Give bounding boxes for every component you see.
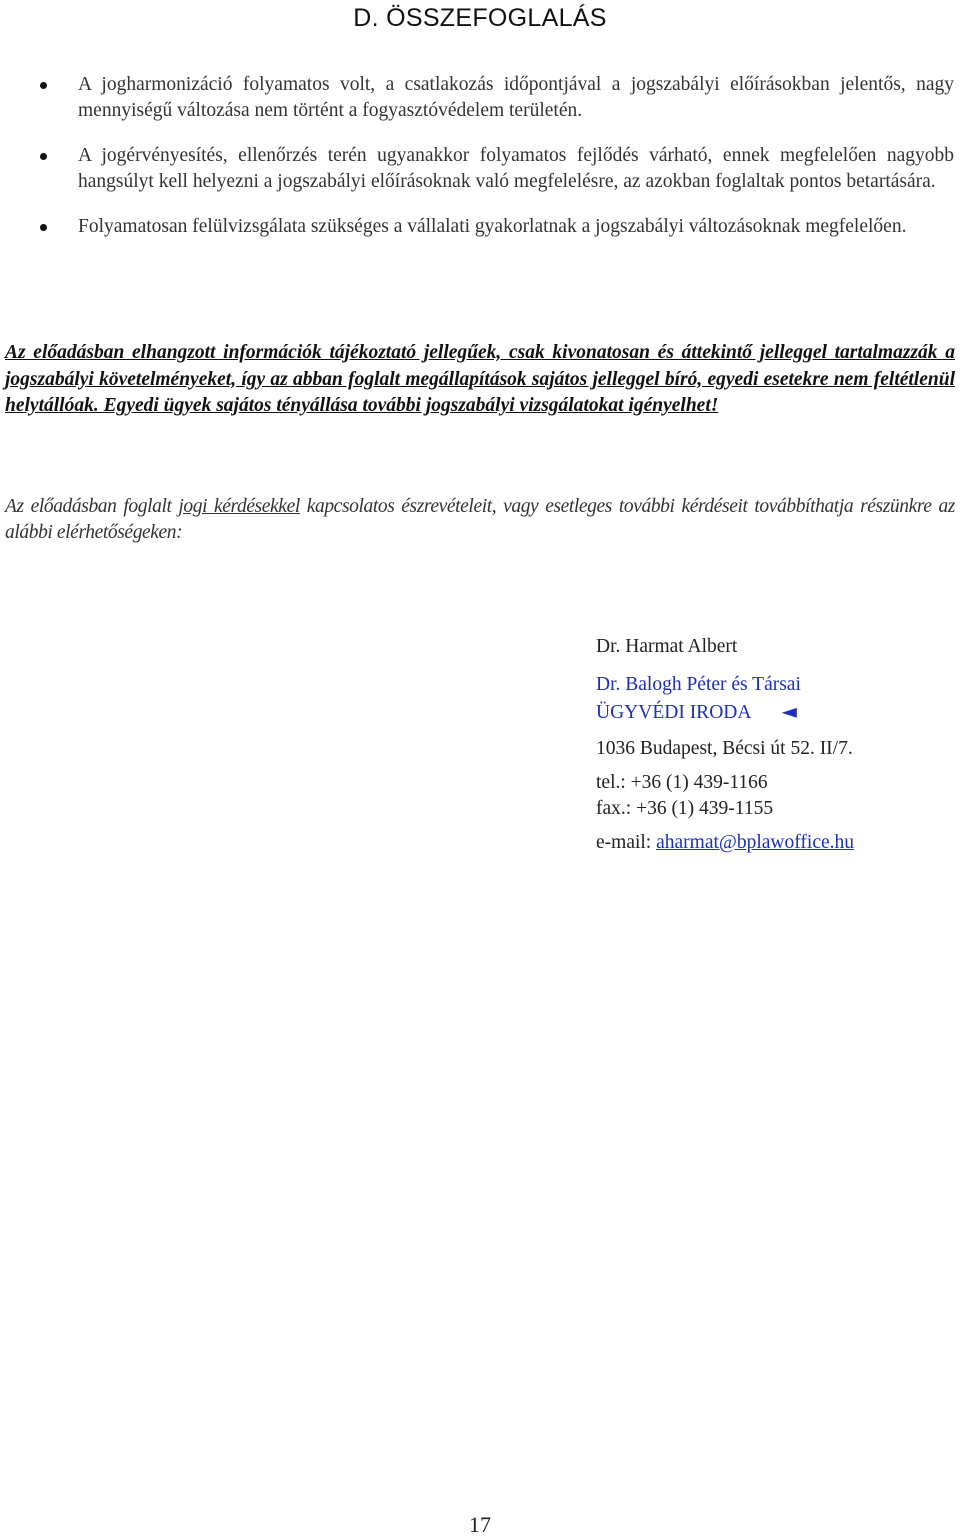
- bullet-item: [0, 143, 960, 194]
- firm-name: Dr. Balogh Péter és Társai: [596, 674, 801, 695]
- bullet-dot-icon: [40, 224, 47, 231]
- firm-type: [596, 698, 936, 726]
- email-link[interactable]: aharmat@bplawoffice.hu: [656, 832, 855, 853]
- email-label: e-mail:: [596, 832, 657, 853]
- summary-bullet-list: [0, 72, 960, 260]
- bullet-item: [0, 214, 960, 240]
- bullet-item: [0, 72, 960, 123]
- contact-note-underlined: jogi kérdésekkel: [178, 496, 300, 517]
- page-title: D. ÖSSZEFOGLALÁS: [353, 4, 607, 32]
- contact-note-paragraph: [5, 494, 955, 546]
- bullet-text: A jogharmonizáció folyamatos volt, a csatlakozás időpontjával a jogszabályi előírásokban jelentős, nagy mennyiségű változása nem történt a fogyasztóvédelem területén.: [78, 74, 954, 121]
- bullet-text: Folyamatosan felülvizsgálata szükséges a vállalati gyakorlatnak a jogszabályi változásoknak megfelelően.: [78, 216, 907, 237]
- spacer: [596, 762, 936, 770]
- bullet-dot-icon: [40, 82, 47, 89]
- arrow-left-icon: ◄: [781, 699, 797, 723]
- page-number: 17: [469, 1512, 491, 1537]
- telephone: tel.: +36 (1) 439-1166: [596, 772, 768, 793]
- spacer: [596, 726, 936, 736]
- email-line: [596, 830, 936, 856]
- spacer: [596, 822, 936, 830]
- bullet-dot-icon: [40, 153, 47, 160]
- signatory-name: Dr. Harmat Albert: [596, 636, 738, 657]
- disclaimer-paragraph: Az előadásban elhangzott információk tájékoztató jellegűek, csak kivonatosan és áttekintő jelleggel tartalmazzák a jogszabályi követelményeket, így az abban foglalt megállapítások sajátos jelleggel bíró, egyedi esetekre nem feltétlenül helytállóak. Egyedi ügyek sajátos tényállása további jogszabályi vizsgálatokat igényelhet!: [5, 342, 955, 416]
- address: 1036 Budapest, Bécsi út 52. II/7.: [596, 738, 853, 759]
- contact-note-text: kapcsolatos észrevételeit, vagy esetleges további kérdéseit továbbíthatja részünkre az alábbi elérhetőségeken:: [5, 496, 955, 543]
- contact-note-text: Az előadásban foglalt: [5, 496, 179, 517]
- fax: fax.: +36 (1) 439-1155: [596, 798, 774, 819]
- bullet-text: A jogérvényesítés, ellenőrzés terén ugyanakkor folyamatos fejlődés várható, ennek megfelelően nagyobb hangsúlyt kell helyezni a jogszabályi előírásoknak való megfelelésre, az azokban foglaltak pontos betartására.: [78, 145, 954, 192]
- spacer: [596, 660, 936, 672]
- firm-type-text: ÜGYVÉDI IRODA: [596, 702, 752, 723]
- signature-block: [596, 634, 936, 856]
